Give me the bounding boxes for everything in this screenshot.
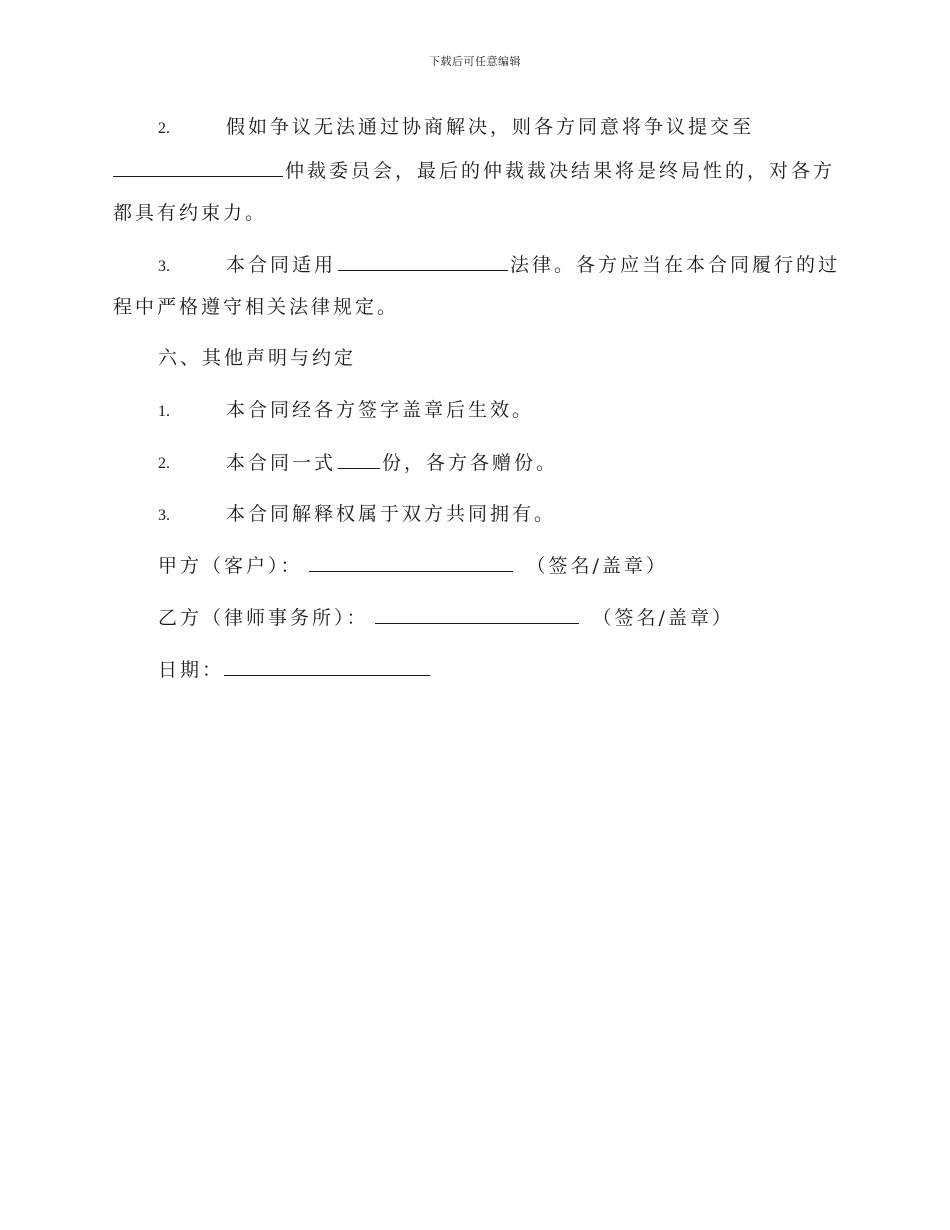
signature-suffix: （签名/盖章） [526, 555, 668, 577]
date-line [158, 657, 432, 682]
arbitration-blank [113, 158, 283, 177]
signature-suffix: （签名/盖章） [592, 607, 734, 629]
item-text: 本合同解释权属于双方共同拥有。 [226, 503, 557, 525]
item-number: 1. [158, 403, 170, 420]
date-label: 日期： [158, 659, 225, 681]
clause-text: 本合同适用 [226, 254, 337, 276]
page-header-note: 下载后可任意编辑 [429, 55, 521, 68]
party-b-signature-line [158, 605, 734, 630]
clause-text-line [226, 252, 840, 277]
item-text: 份，各方各赠份。 [382, 452, 559, 474]
party-a-label: 甲方（客户）： [158, 555, 303, 577]
clause-number: 2. [158, 120, 170, 137]
item-number: 2. [158, 455, 170, 472]
party-b-signature-blank [375, 605, 579, 624]
copies-blank [338, 450, 380, 469]
clause-text: 仲裁委员会，最后的仲裁裁决结果将是终局性的，对各方 [285, 160, 836, 182]
item-text: 本合同经各方签字盖章后生效。 [226, 399, 535, 421]
clause-text: 都具有约束力。 [113, 202, 268, 224]
item-text-line [226, 450, 558, 475]
party-b-label: 乙方（律师事务所）： [158, 607, 369, 629]
section-heading: 六、其他声明与约定 [158, 347, 357, 369]
governing-law-blank [338, 252, 508, 271]
date-blank [224, 657, 430, 676]
party-a-signature-blank [309, 553, 513, 572]
party-a-signature-line [158, 553, 668, 578]
clause-text-line [113, 158, 835, 183]
item-text: 本合同一式 [226, 452, 337, 474]
clause-text: 假如争议无法通过协商解决，则各方同意将争议提交至 [226, 116, 755, 138]
item-number: 3. [158, 507, 170, 524]
clause-text: 程中严格遵守相关法律规定。 [113, 296, 400, 318]
clause-text: 法律。各方应当在本合同履行的过 [510, 254, 841, 276]
clause-number: 3. [158, 258, 170, 275]
